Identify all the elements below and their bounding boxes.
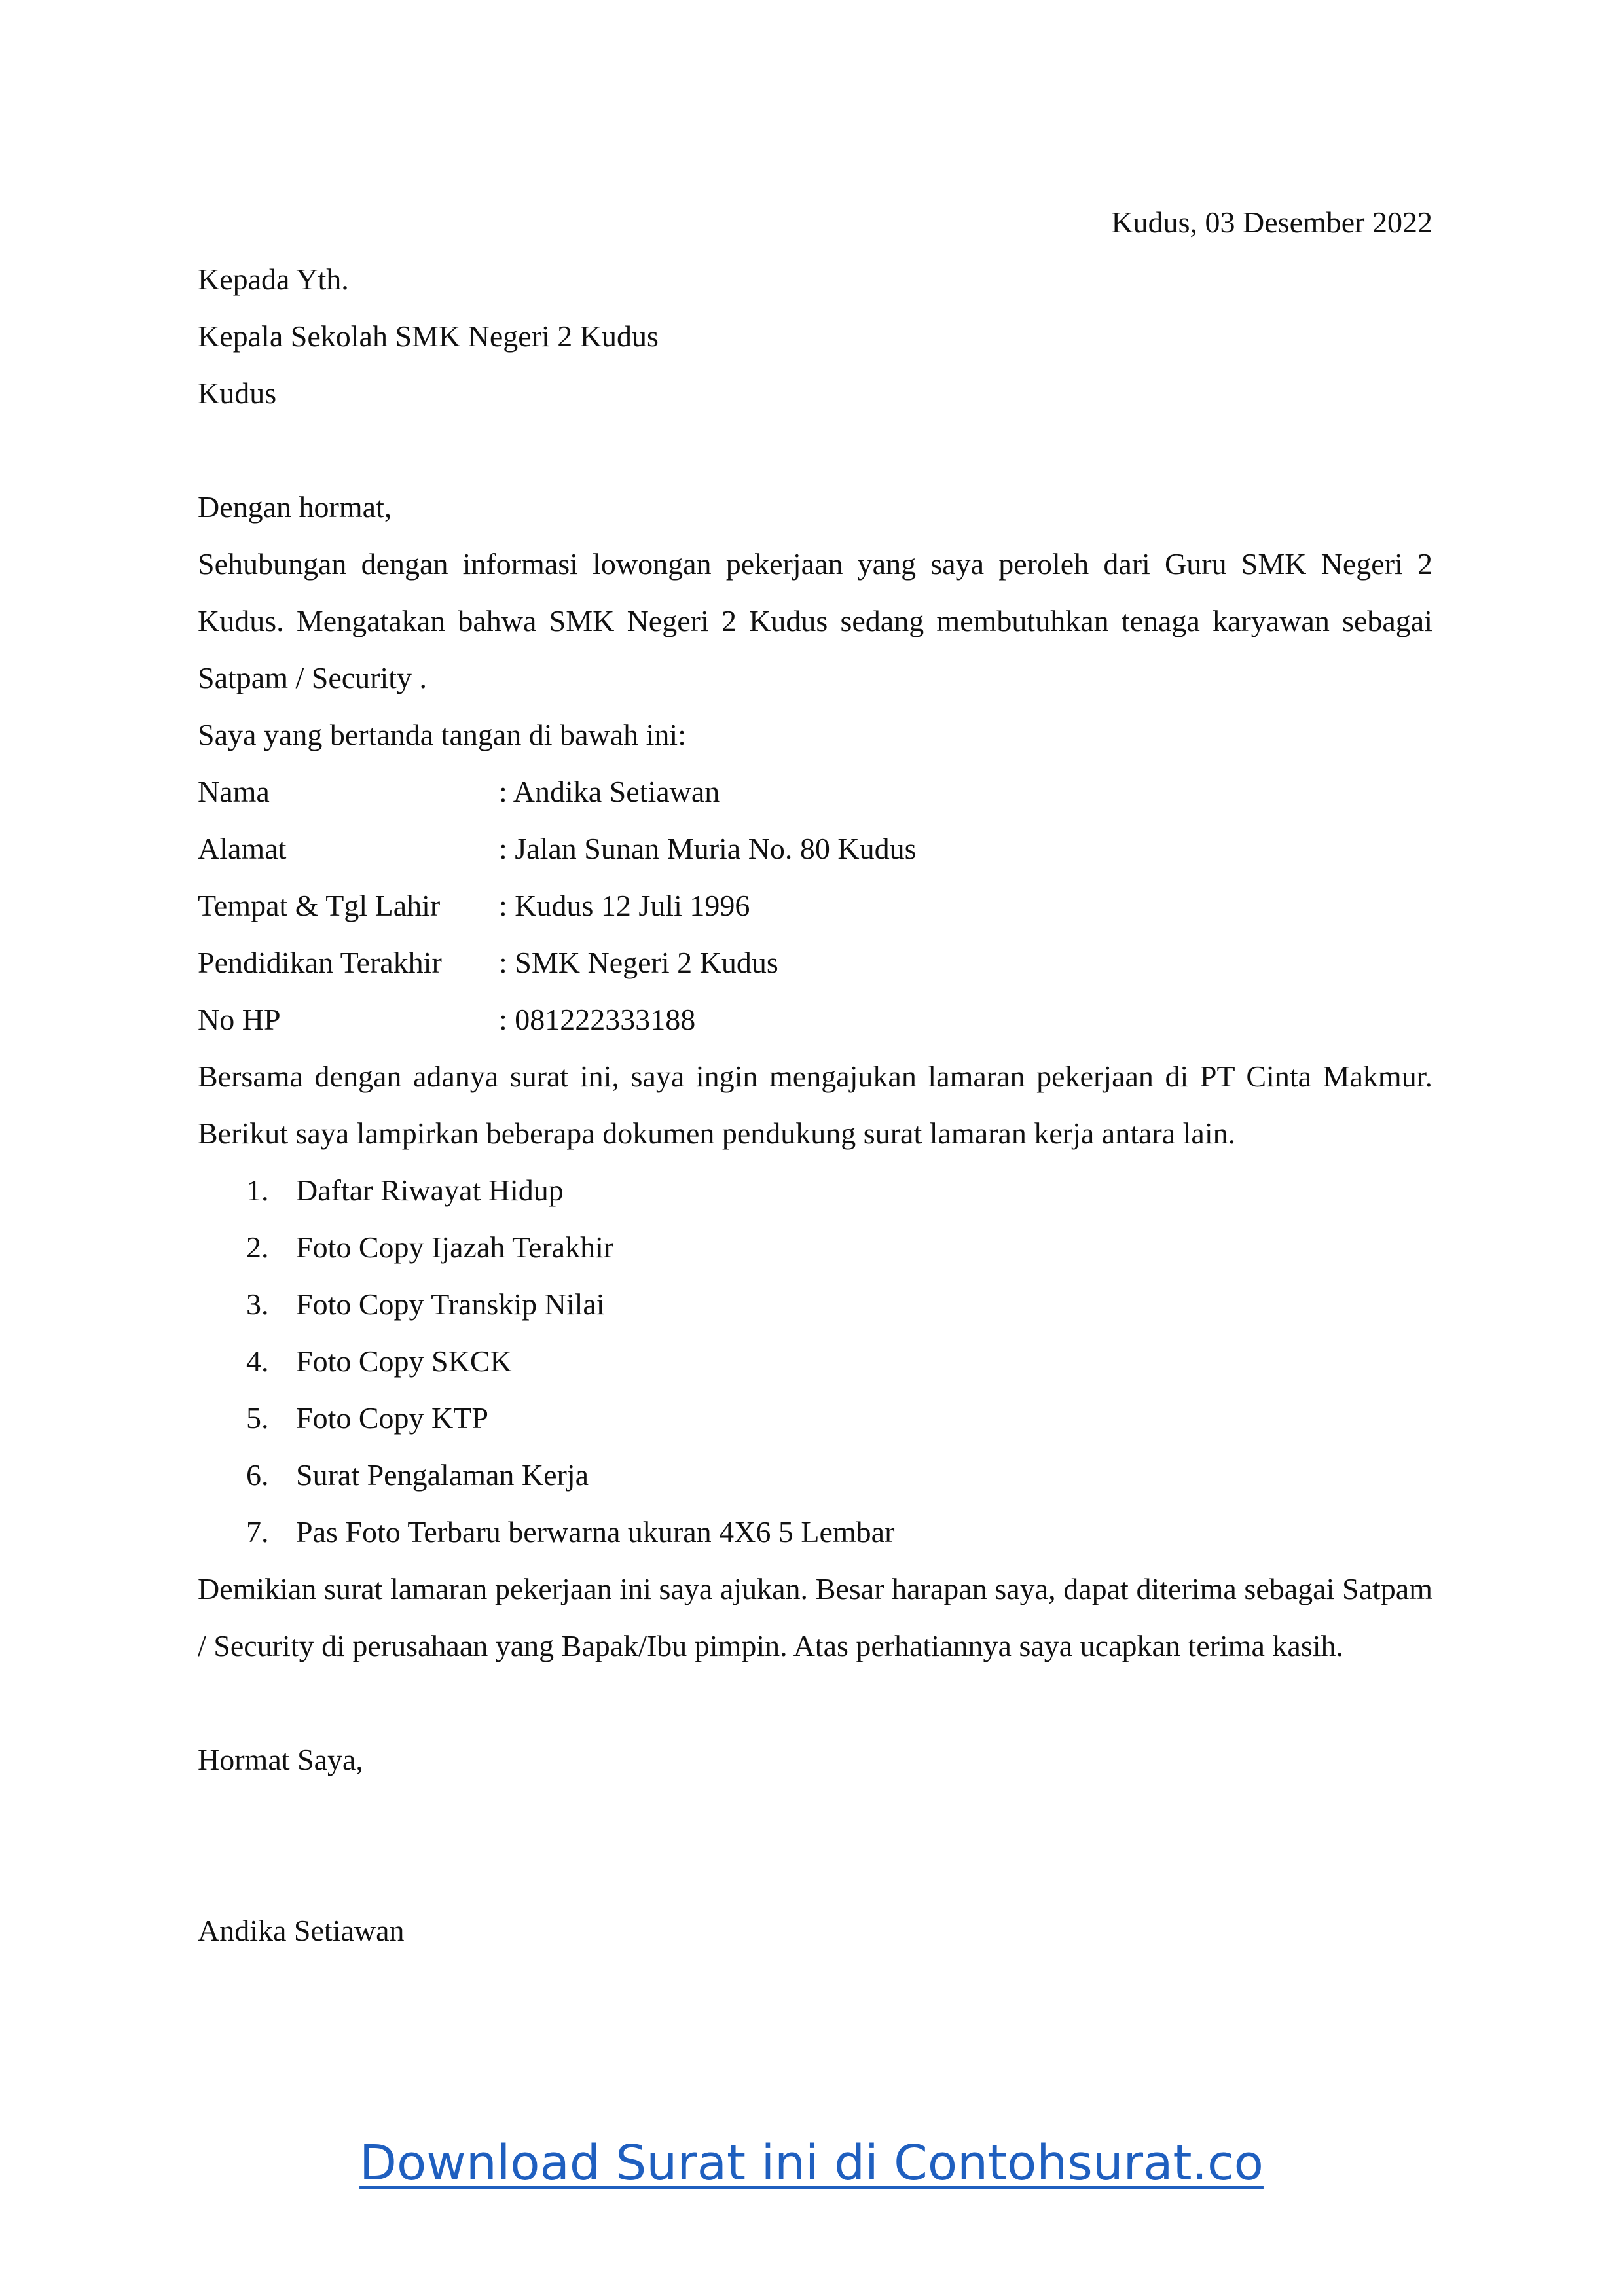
list-text: Foto Copy SKCK bbox=[296, 1344, 512, 1378]
list-text: Foto Copy Transkip Nilai bbox=[296, 1287, 605, 1321]
identity-value: : 081222333188 bbox=[499, 1003, 696, 1036]
identity-table bbox=[198, 763, 1432, 1048]
download-link[interactable]: Download Surat ini di Contohsurat.co bbox=[359, 2135, 1264, 2191]
signature-name: Andika Setiawan bbox=[198, 1914, 405, 1947]
list-number: 2. bbox=[246, 1230, 269, 1264]
identity-label: Alamat bbox=[198, 832, 287, 865]
closing: Hormat Saya, bbox=[198, 1743, 363, 1776]
list-item bbox=[246, 1162, 1432, 1219]
spacer bbox=[198, 1674, 1432, 1731]
list-number: 3. bbox=[246, 1287, 269, 1321]
list-text: Daftar Riwayat Hidup bbox=[296, 1174, 564, 1207]
recipient-city: Kudus bbox=[198, 376, 277, 410]
list-number: 1. bbox=[246, 1174, 269, 1207]
application-paragraph: Bersama dengan adanya surat ini, saya ingin mengajukan lamaran pekerjaan di PT Cinta Makmur. Berikut saya lampirkan beberapa dokumen pendukung surat lamaran kerja antara lain. bbox=[198, 1060, 1432, 1150]
list-item bbox=[246, 1333, 1432, 1390]
identity-value: : Jalan Sunan Muria No. 80 Kudus bbox=[499, 832, 917, 865]
spacer bbox=[198, 422, 1432, 478]
attachments-list bbox=[246, 1162, 1432, 1560]
list-number: 4. bbox=[246, 1344, 269, 1378]
letter-body bbox=[198, 194, 1432, 1959]
list-item bbox=[246, 1219, 1432, 1276]
list-number: 6. bbox=[246, 1458, 269, 1492]
recipient-name: Kepala Sekolah SMK Negeri 2 Kudus bbox=[198, 319, 659, 353]
identity-row-ttl bbox=[198, 877, 1432, 934]
list-item bbox=[246, 1446, 1432, 1503]
identity-label: Nama bbox=[198, 775, 270, 808]
list-number: 7. bbox=[246, 1515, 269, 1549]
identity-label: Pendidikan Terakhir bbox=[198, 946, 442, 979]
list-item bbox=[246, 1276, 1432, 1333]
identity-row-nama bbox=[198, 763, 1432, 820]
intro-paragraph: Sehubungan dengan informasi lowongan pekerjaan yang saya peroleh dari Guru SMK Negeri 2 Kudus. Mengatakan bahwa SMK Negeri 2 Kudus sedang membutuhkan tenaga karyawan sebagai Satpam / Security . bbox=[198, 547, 1432, 694]
letter-date: Kudus, 03 Desember 2022 bbox=[1111, 206, 1432, 239]
list-text: Pas Foto Terbaru berwarna ukuran 4X6 5 Lembar bbox=[296, 1515, 895, 1549]
list-text: Foto Copy KTP bbox=[296, 1401, 488, 1435]
recipient-salutation: Kepada Yth. bbox=[198, 262, 349, 296]
closing-paragraph: Demikian surat lamaran pekerjaan ini saya ajukan. Besar harapan saya, dapat diterima sebagai Satpam / Security di perusahaan yang Bapak/Ibu pimpin. Atas perhatiannya saya ucapkan terima kasih. bbox=[198, 1572, 1432, 1662]
list-text: Surat Pengalaman Kerja bbox=[296, 1458, 589, 1492]
identity-row-nohp bbox=[198, 991, 1432, 1048]
identity-value: : Andika Setiawan bbox=[499, 775, 720, 808]
identity-label: Tempat & Tgl Lahir bbox=[198, 889, 441, 922]
identity-row-alamat bbox=[198, 820, 1432, 877]
list-item bbox=[246, 1390, 1432, 1446]
identity-label: No HP bbox=[198, 1003, 281, 1036]
identity-value: : SMK Negeri 2 Kudus bbox=[499, 946, 778, 979]
list-item bbox=[246, 1503, 1432, 1560]
list-number: 5. bbox=[246, 1401, 269, 1435]
list-text: Foto Copy Ijazah Terakhir bbox=[296, 1230, 614, 1264]
identity-intro: Saya yang bertanda tangan di bawah ini: bbox=[198, 718, 686, 751]
identity-row-pendidikan bbox=[198, 934, 1432, 991]
greeting: Dengan hormat, bbox=[198, 490, 392, 524]
signature-space bbox=[198, 1788, 1432, 1902]
identity-value: : Kudus 12 Juli 1996 bbox=[499, 889, 750, 922]
